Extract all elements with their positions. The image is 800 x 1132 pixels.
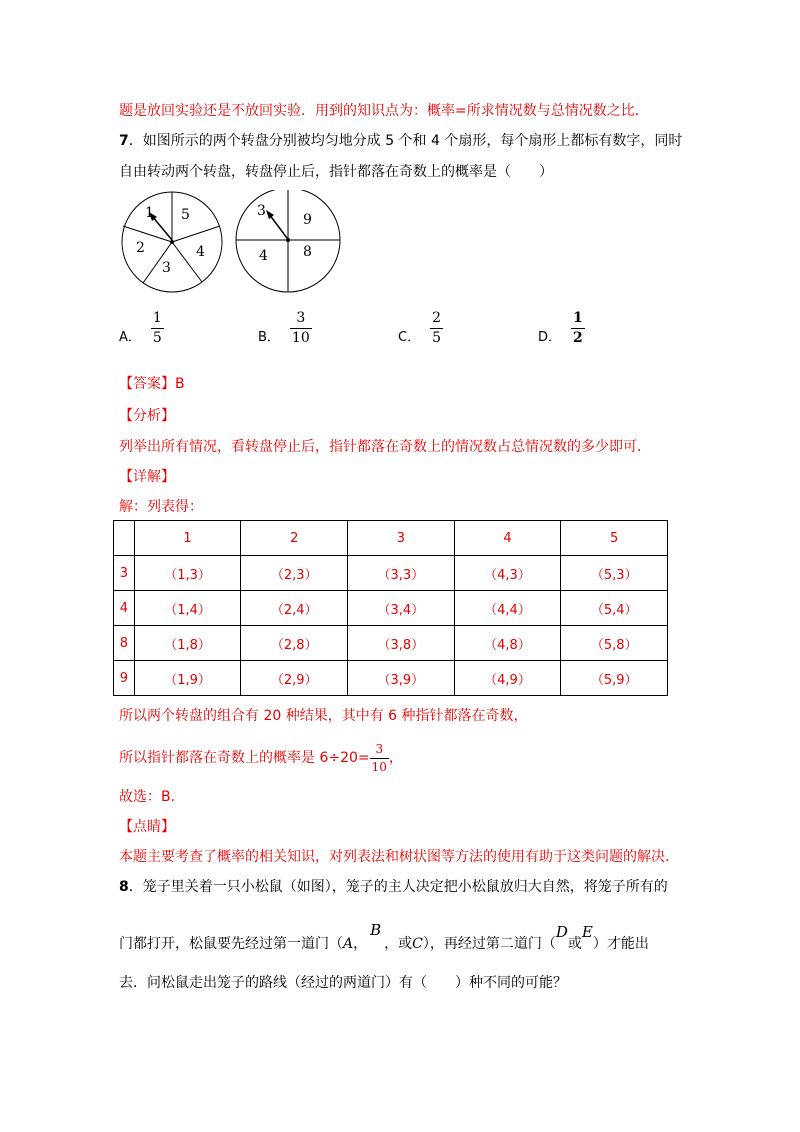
question-7-text-1: ．如图所示的两个转盘分别被均匀地分成 5 个和 4 个扇形，每个扇形上都标有数字，同时 xyxy=(128,133,683,149)
question-8-sep-1: ， xyxy=(353,936,368,952)
table-cell: （1,8） xyxy=(134,626,241,661)
option-b-denominator: 10 xyxy=(291,329,310,346)
question-8-line-3: 去．问松鼠走出笼子的路线（经过的两道门）有（ ）种不同的可能？ xyxy=(119,975,567,991)
question-7-line-2: 自由转动两个转盘，转盘停止后，指针都落在奇数上的概率是（ ） xyxy=(119,164,553,180)
detail-line-2-prefix: 所以指针都落在奇数上的概率是 6÷20= xyxy=(119,750,370,766)
question-8-line-1 xyxy=(119,877,668,897)
outcome-table xyxy=(113,520,668,696)
table-corner-cell xyxy=(114,521,135,556)
question-7-number: 7 xyxy=(119,133,129,149)
wheel1-number-1: 1 xyxy=(145,205,154,221)
option-a-numerator: 1 xyxy=(152,309,162,326)
option-b[interactable] xyxy=(258,308,312,348)
door-e-variable: E xyxy=(581,923,593,941)
analysis-tag: 【分析】 xyxy=(119,408,175,424)
option-b-label: B． xyxy=(258,329,280,345)
table-cell: （5,4） xyxy=(561,591,668,626)
table-cell: （5,9） xyxy=(561,661,668,696)
option-c-denominator: 5 xyxy=(432,329,441,346)
table-cell: （4,4） xyxy=(454,591,561,626)
spinner-figure xyxy=(115,190,415,302)
wheel2-number-9: 9 xyxy=(303,212,312,228)
option-d-label: D． xyxy=(538,329,562,345)
option-a-fraction xyxy=(151,311,164,346)
option-a[interactable] xyxy=(119,308,164,348)
comment-tag: 【点睛】 xyxy=(119,819,175,835)
table-header-row xyxy=(114,521,668,556)
door-b-variable: B xyxy=(370,921,382,939)
wheel1-number-3: 3 xyxy=(162,260,171,276)
table-cell: （3,9） xyxy=(348,661,455,696)
analysis-text: 列举出所有情况，看转盘停止后，指针都落在奇数上的情况数占总情况数的多少即可． xyxy=(119,439,651,455)
table-cell: 4 xyxy=(114,591,135,626)
option-d-denominator: 2 xyxy=(573,329,583,346)
table-cell: （3,8） xyxy=(348,626,455,661)
detail-fraction-numerator: 3 xyxy=(375,741,384,756)
question-8-or-word: 或 xyxy=(567,936,582,952)
table-cell: （4,8） xyxy=(454,626,561,661)
detail-line-1: 所以两个转盘的组合有 20 种结果，其中有 6 种指针都落在奇数， xyxy=(119,708,528,724)
table-cell: （2,8） xyxy=(241,626,348,661)
option-d-fraction xyxy=(571,311,585,346)
detail-fraction-denominator: 10 xyxy=(371,759,387,774)
door-a-variable: A xyxy=(343,936,354,952)
detail-line-2 xyxy=(119,738,403,778)
option-c[interactable] xyxy=(398,308,443,348)
option-d-numerator: 1 xyxy=(573,309,583,326)
option-b-fraction xyxy=(290,311,312,346)
question-8-sep-2: ，或 xyxy=(384,936,413,952)
detail-intro: 解：列表得： xyxy=(119,499,203,515)
table-row xyxy=(114,556,668,591)
detail-line-2-suffix: ， xyxy=(388,750,403,766)
table-cell: （5,8） xyxy=(561,626,668,661)
option-c-label: C． xyxy=(398,329,421,345)
table-cell: 3 xyxy=(114,556,135,591)
wheel2-number-4: 4 xyxy=(259,248,268,264)
option-b-numerator: 3 xyxy=(296,309,306,326)
answer-value: B xyxy=(175,376,185,392)
question-8-text-2a: 门都打开，松鼠要先经过第一道门（ xyxy=(119,936,343,952)
spinner-wheel-5 xyxy=(122,192,222,292)
detail-probability-fraction xyxy=(370,743,389,774)
wheel2-number-8: 8 xyxy=(303,244,312,260)
table-cell: （3,3） xyxy=(348,556,455,591)
table-row xyxy=(114,591,668,626)
table-cell: （4,3） xyxy=(454,556,561,591)
table-cell: （2,9） xyxy=(241,661,348,696)
question-8-text-1: ．笼子里关着一只小松鼠（如图），笼子的主人决定把小松鼠放归大自然，将笼子所有的 xyxy=(128,879,668,895)
table-header-cell: 4 xyxy=(454,521,561,556)
comment-text: 本题主要考查了概率的相关知识，对列表法和树状图等方法的使用有助于这类问题的解决． xyxy=(119,849,679,865)
wheel1-number-4: 4 xyxy=(196,244,205,260)
table-header-cell: 3 xyxy=(348,521,455,556)
option-d[interactable] xyxy=(538,308,585,348)
wheel1-number-2: 2 xyxy=(136,240,145,256)
option-c-numerator: 2 xyxy=(432,309,441,326)
table-cell: （2,4） xyxy=(241,591,348,626)
question-7-line-1 xyxy=(119,131,682,151)
question-8-text-2b: ），再经过第二道门（ xyxy=(422,936,556,952)
intro-line: 题是放回实验还是不放回实验．用到的知识点为：概率=所求情况数与总情况数之比． xyxy=(119,103,649,119)
table-cell: （1,9） xyxy=(134,661,241,696)
table-cell: （2,3） xyxy=(241,556,348,591)
table-row xyxy=(114,661,668,696)
table-header-cell: 5 xyxy=(561,521,668,556)
spinner-wheel-4 xyxy=(236,190,340,292)
door-d-variable: D xyxy=(555,923,568,941)
table-cell: （1,3） xyxy=(134,556,241,591)
table-header-cell: 2 xyxy=(241,521,348,556)
detail-tag: 【详解】 xyxy=(119,469,175,485)
answer-line xyxy=(119,374,185,394)
detail-conclusion: 故选：B． xyxy=(119,789,185,805)
table-header-cell: 1 xyxy=(134,521,241,556)
wheel2-number-3: 3 xyxy=(257,203,266,219)
table-cell: （5,3） xyxy=(561,556,668,591)
question-8-line-2 xyxy=(119,918,649,954)
option-c-fraction xyxy=(430,311,443,346)
table-cell: （1,4） xyxy=(134,591,241,626)
table-row xyxy=(114,626,668,661)
answer-tag: 【答案】 xyxy=(119,376,175,392)
table-cell: （3,4） xyxy=(348,591,455,626)
table-cell: 8 xyxy=(114,626,135,661)
option-a-denominator: 5 xyxy=(152,329,162,346)
table-cell: 9 xyxy=(114,661,135,696)
question-8-number: 8 xyxy=(119,879,129,895)
table-cell: （4,9） xyxy=(454,661,561,696)
option-a-label: A． xyxy=(119,329,141,345)
question-8-text-2c: ）才能出 xyxy=(592,936,649,952)
wheel1-number-5: 5 xyxy=(181,207,190,223)
door-c-variable: C xyxy=(412,936,423,952)
